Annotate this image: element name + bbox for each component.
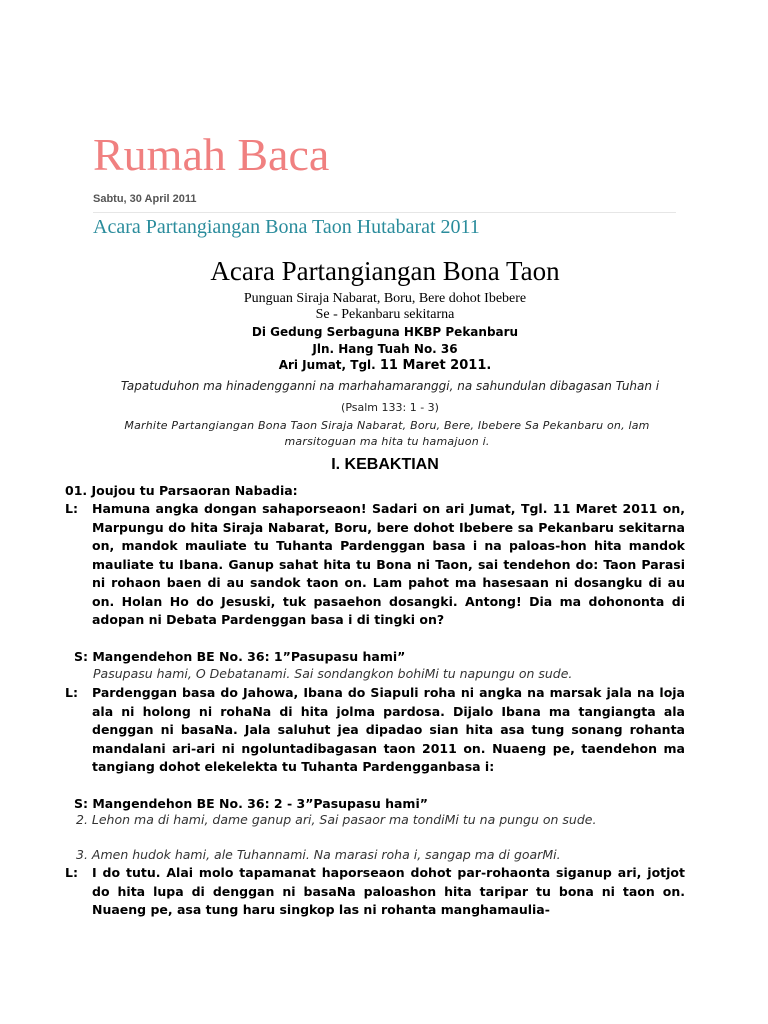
date-line-prefix: Ari Jumat, Tgl. <box>278 358 380 372</box>
song-verse-2 <box>72 811 676 830</box>
venue-line: Di Gedung Serbaguna HKBP Pekanbaru <box>251 325 519 339</box>
section-title: I. KEBAKTIAN <box>331 456 439 473</box>
quote-text: Tapatuduhon ma hinadengganni na marhahamaranggi, na sahundulan dibagasan Tuhan i <box>120 379 660 393</box>
quote-reference: (Psalm 133: 1 - 3) <box>341 401 439 414</box>
document-heading: Acara Partangiangan Bona Taon <box>210 256 560 286</box>
leader-block-3 <box>65 864 685 920</box>
song-verse-3-text: 3. Amen hudok hami, ale Tuhannami. Na marasi roha i, sangap ma di goarMi. <box>76 847 561 862</box>
post-title[interactable]: Acara Partangiangan Bona Taon Hutabarat 2011 <box>93 216 480 238</box>
date-line <box>60 358 710 373</box>
song-instruction-2: S: Mangendehon BE No. 36: 2 - 3”Pasupasu hami” <box>74 796 428 811</box>
intro-text: Marhite Partangiangan Bona Taon Siraja Nabarat, Boru, Bere, Ibebere Sa Pekanbaru on, lam marsitoguan ma hita tu hamajuon i. <box>124 419 650 448</box>
leader-block-1 <box>65 500 685 630</box>
theme-quote <box>120 376 660 418</box>
leader-label: L: <box>65 685 78 700</box>
song-verse-1: Pasupasu hami, O Debatanami. Sai sondangkon bohiMi tu napungu on sude. <box>93 666 573 681</box>
leader-label: L: <box>65 501 78 516</box>
liturgy-item-1: 01. Joujou tu Parsaoran Nabadia: <box>65 483 298 498</box>
leader-text: Pardenggan basa do Jahowa, Ibana do Siapuli roha ni angka na marsak jala na loja ala ni holong ni rohaNa di hita jolma pardosa. Dijalo Ibana ma tangiangta ala denggan ni basaNa. Jala saluhut jea dipadao sian hita asa tung sonang rohanta mandalani ari-ari ni ngoluntadibagasan taon 2011 on. Nuaeng pe, taendehon ma tangiang dohot elekelekta tu Tuhanta Pardengganbasa i: <box>92 685 685 774</box>
subtitle-line-2: Se - Pekanbaru sekitarna <box>315 307 455 322</box>
subtitle-line-1: Punguan Siraja Nabarat, Boru, Bere dohot Ibebere <box>243 291 527 306</box>
song-verse-3 <box>72 846 676 865</box>
post-date: Sabtu, 30 April 2011 <box>93 193 197 205</box>
leader-text: Hamuna angka dongan sahaporseaon! Sadari on ari Jumat, Tgl. 11 Maret 2011 on, Marpungu do hita Siraja Nabarat, Boru, bere dohot Ibebere sa Pekanbaru sekitarna on, mandok mauliate tu Tuhanta Pardenggan basa i na paloas-hon hita mandok mauliate tu Ibana. Ganup sahat hita tu Bona ni Taon, sai tendehon do: Taon Parasi ni rohaon baen di au sandok taon on. Lam pahot ma hasesaan ni dosangku di au on. Holan Ho do Jesuski, tuk pasaehon dosangki. Antong! Dia ma dohononta di adopan ni Debata Pardenggan basa i di tingki on? <box>92 501 685 627</box>
leader-text: I do tutu. Alai molo tapamanat haporseaon dohot par-rohaonta siganup ari, jotjot do hita lupa di denggan ni basaNa paloashon hita taripar tu bona ni taon on. Nuaeng pe, asa tung haru singkop las ni rohanta manghamaulia- <box>92 865 685 917</box>
blog-title[interactable]: Rumah Baca <box>93 129 330 180</box>
leader-block-2 <box>65 684 685 777</box>
song-instruction-1: S: Mangendehon BE No. 36: 1”Pasupasu hami” <box>74 649 406 664</box>
leader-label: L: <box>65 865 78 880</box>
song-verse-2-text: 2. Lehon ma di hami, dame ganup ari, Sai pasaor ma tondiMi tu na pungu on sude. <box>76 812 597 827</box>
divider <box>93 212 676 213</box>
address-line: Jln. Hang Tuah No. 36 <box>312 342 458 356</box>
date-line-date: 11 Maret 2011. <box>379 358 492 373</box>
